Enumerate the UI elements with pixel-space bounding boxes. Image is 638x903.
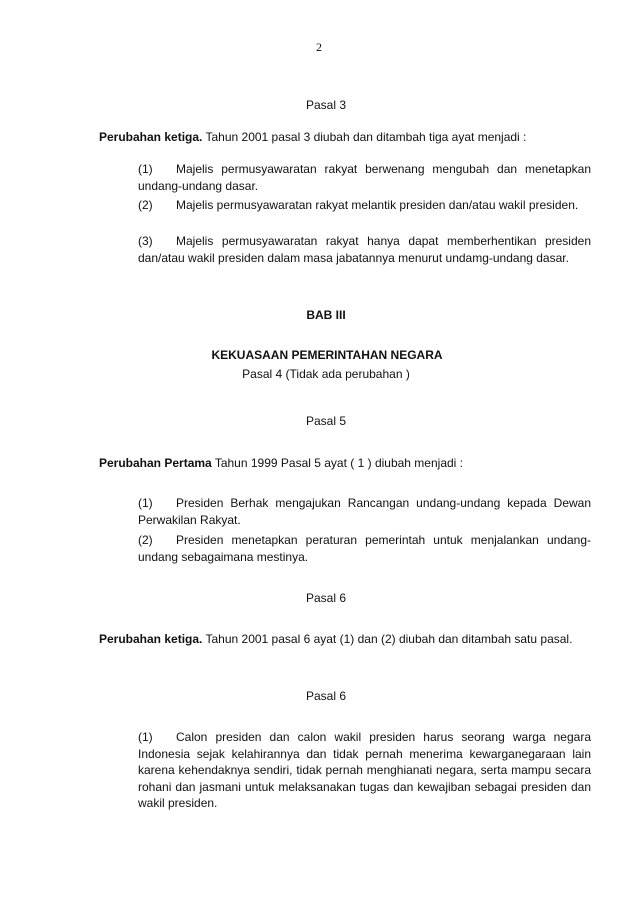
pasal-6-intro — [99, 631, 591, 648]
pasal-5-heading: Pasal 5 — [305, 414, 347, 428]
item-number: (1) — [138, 496, 153, 510]
item-number: (2) — [138, 198, 153, 212]
pasal-5-item-2 — [138, 532, 591, 565]
page-number: 2 — [316, 40, 322, 54]
pasal-3-intro-text: Tahun 2001 pasal 3 diubah dan ditambah tiga ayat menjadi : — [202, 130, 527, 144]
item-text: Majelis permusyawaratan rakyat berwenang mengubah dan menetapkan undang-undang dasar. — [138, 162, 591, 193]
pasal-4-heading: Pasal 4 (Tidak ada perubahan ) — [242, 367, 410, 381]
item-number: (3) — [138, 234, 153, 248]
bab-title: KEKUASAAN PEMERINTAHAN NEGARA — [211, 348, 443, 362]
item-text: Presiden menetapkan peraturan pemerintah untuk menjalankan undang-undang sebagaimana mestinya. — [138, 533, 591, 564]
pasal-5-intro — [99, 455, 591, 472]
pasal-6-heading: Pasal 6 — [305, 591, 347, 605]
pasal-3-item-2 — [138, 197, 591, 214]
pasal-3-intro — [99, 129, 591, 146]
pasal-3-item-1 — [138, 161, 591, 194]
item-text: Majelis permusyawaratan rakyat melantik presiden dan/atau wakil presiden. — [176, 198, 579, 212]
item-text: Majelis permusyawaratan rakyat hanya dapat memberhentikan presiden dan/atau wakil presiden dalam masa jabatannya menurut undamg-undang dasar. — [138, 234, 591, 265]
item-number: (1) — [138, 730, 153, 744]
pasal-6-heading-second: Pasal 6 — [305, 689, 347, 703]
pasal-3-item-3 — [138, 233, 591, 266]
item-number: (2) — [138, 533, 153, 547]
pasal-6-intro-lead: Perubahan ketiga. — [99, 632, 203, 646]
pasal-6-item-1 — [138, 729, 591, 812]
item-text: Presiden Berhak mengajukan Rancangan undang-undang kepada Dewan Perwakilan Rakyat. — [138, 496, 591, 527]
pasal-5-intro-text: Tahun 1999 Pasal 5 ayat ( 1 ) diubah menjadi : — [211, 456, 463, 470]
pasal-6-intro-text: Tahun 2001 pasal 6 ayat (1) dan (2) diubah dan ditambah satu pasal. — [202, 632, 573, 646]
pasal-5-intro-lead: Perubahan Pertama — [99, 456, 212, 470]
pasal-3-heading: Pasal 3 — [305, 98, 347, 112]
pasal-3-intro-lead: Perubahan ketiga. — [99, 130, 203, 144]
bab-heading: BAB III — [306, 308, 346, 322]
item-text: Calon presiden dan calon wakil presiden harus seorang warga negara Indonesia sejak kelahirannya dan tidak pernah menerima kewarganegaraan lain karena kehendaknya sendiri, tidak pernah menghianati negara, serta mampu secara rohani dan jasmani untuk melaksanakan tugas dan kewajiban sebagai presiden dan wakil presiden. — [138, 730, 591, 810]
item-number: (1) — [138, 162, 153, 176]
pasal-5-item-1 — [138, 495, 591, 528]
